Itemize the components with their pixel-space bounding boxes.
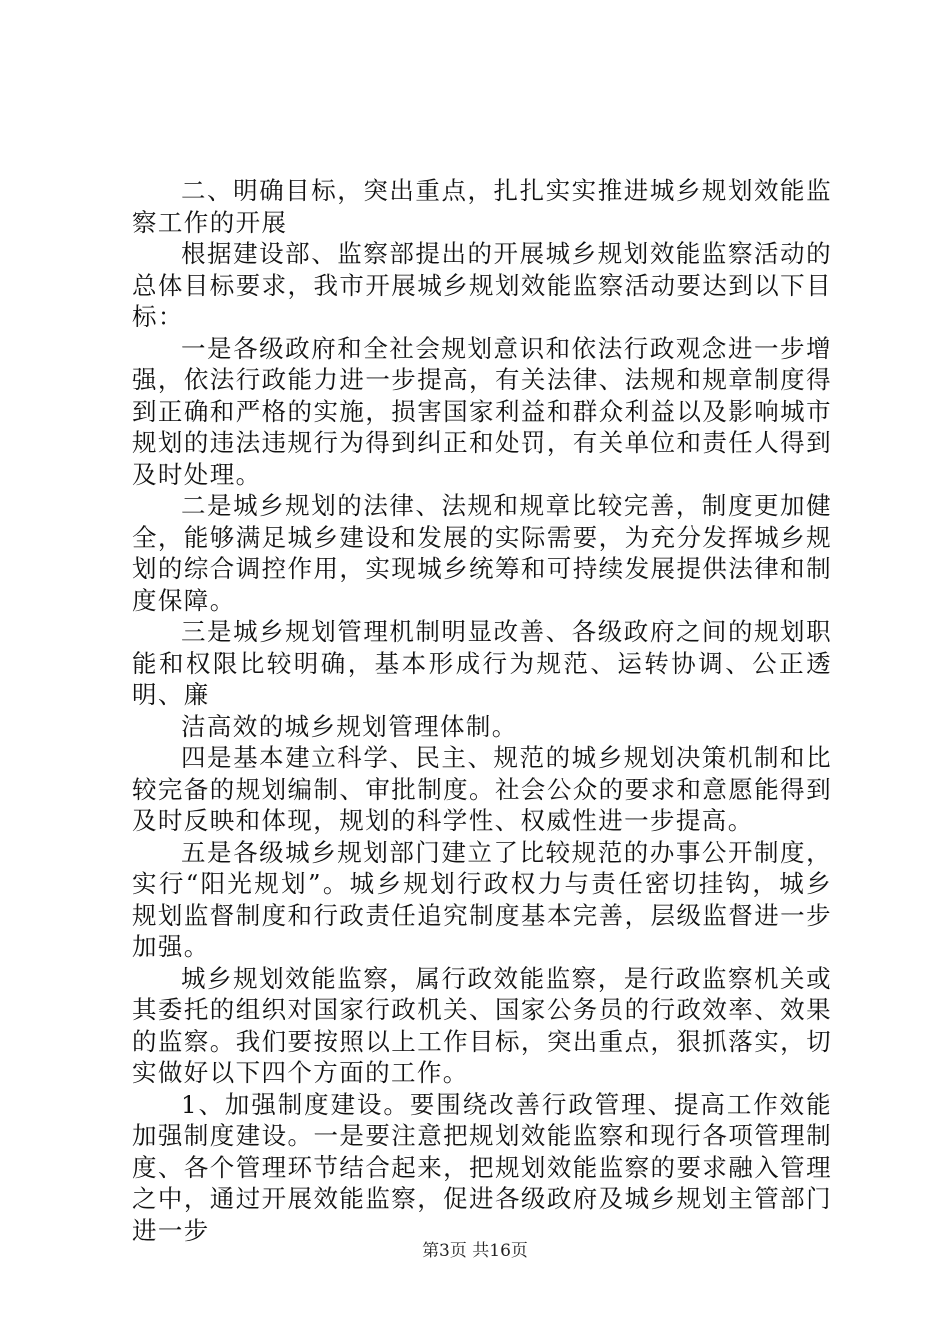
goal-paragraph-3-continued: 洁高效的城乡规划管理体制。 bbox=[181, 711, 518, 741]
goal-paragraph-4: 四是基本建立科学、民主、规范的城乡规划决策机制和比较完备的规划编制、审批制度。社会公众的要求和意愿能得到及时反映和体现，规划的科学性、权威性进一步提高。 bbox=[132, 743, 832, 835]
page-number-footer: 第3页 共16页 bbox=[422, 1241, 528, 1261]
goal-paragraph-1: 一是各级政府和全社会规划意识和依法行政观念进一步增强，依法行政能力进一步提高，有关法律、法规和规章制度得到正确和严格的实施，损害国家利益和群众利益以及影响城市规划的违法违规行为得到纠正和处罚，有关单位和责任人得到及时处理。 bbox=[132, 333, 832, 489]
goal-paragraph-3: 三是城乡规划管理机制明显改善、各级政府之间的规划职能和权限比较明确，基本形成行为规范、运转协调、公正透明、廉 bbox=[132, 617, 832, 709]
document-body bbox=[132, 175, 832, 1246]
body-paragraph: 根据建设部、监察部提出的开展城乡规划效能监察活动的总体目标要求，我市开展城乡规划效能监察活动要达到以下目标： bbox=[132, 239, 832, 331]
body-paragraph: 城乡规划效能监察，属行政效能监察，是行政监察机关或其委托的组织对国家行政机关、国家公务员的行政效率、效果的监察。我们要按照以上工作目标，突出重点，狠抓落实，切实做好以下四个方面的工作。 bbox=[132, 963, 832, 1087]
task-paragraph-1: 1、加强制度建设。要围绕改善行政管理、提高工作效能加强制度建设。一是要注意把规划效能监察和现行各项管理制度、各个管理环节结合起来，把规划效能监察的要求融入管理之中，通过开展效能监察，促进各级政府及城乡规划主管部门进一步 bbox=[132, 1089, 832, 1245]
goal-paragraph-5: 五是各级城乡规划部门建立了比较规范的办事公开制度，实行“阳光规划”。城乡规划行政权力与责任密切挂钩，城乡规划监督制度和行政责任追究制度基本完善，层级监督进一步加强。 bbox=[132, 837, 832, 961]
goal-paragraph-2: 二是城乡规划的法律、法规和规章比较完善，制度更加健全，能够满足城乡建设和发展的实际需要，为充分发挥城乡规划的综合调控作用，实现城乡统筹和可持续发展提供法律和制度保障。 bbox=[132, 491, 832, 615]
section-heading-paragraph: 二、明确目标，突出重点，扎扎实实推进城乡规划效能监察工作的开展 bbox=[132, 176, 832, 237]
